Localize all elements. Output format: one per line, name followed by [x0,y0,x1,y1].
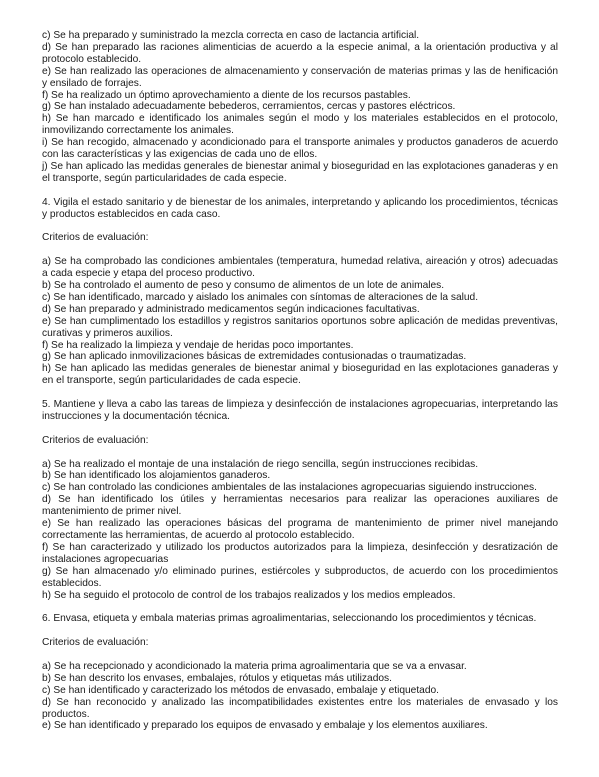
spacer [42,244,558,256]
spacer [42,601,558,613]
list-item: f) Se ha realizado la limpieza y vendaje de heridas poco importantes. [42,339,354,351]
list-item: e) Se han realizado las operaciones de almacenamiento y conservación de materias primas y las de henificación y ensilado de forrajes. [42,65,558,89]
spacer [42,447,558,459]
list-item: c) Se han identificado, marcado y aislado los animales con síntomas de alteraciones de la salud. [42,291,479,303]
criteria-list [42,459,558,602]
spacer [42,649,558,661]
spacer [42,387,558,399]
intro-criteria-list [42,30,558,185]
criteria-list [42,256,558,387]
list-item: e) Se han identificado y preparado los equipos de envasado y embalaje y los elementos auxiliares. [42,720,488,732]
criteria-label: Criterios de evaluación: [42,434,149,446]
list-item: a) Se ha comprobado las condiciones ambientales (temperatura, humedad relativa, aireación y otros) adecuadas a cada especie y etapa del proceso productivo. [42,256,558,280]
list-item: d) Se han reconocido y analizado las incompatibilidades existentes entre los materiales de envasado y los productos. [42,696,558,720]
list-item: i) Se han recogido, almacenado y acondicionado para el transporte animales y productos ganaderos de acuerdo con las características y las exigencias de cada uno de ellos. [42,137,558,161]
list-item: b) Se han descrito los envases, embalajes, rótulos y etiquetas más utilizados. [42,672,392,684]
spacer [42,220,558,232]
spacer [42,185,558,197]
section-heading: 5. Mantiene y lleva a cabo las tareas de limpieza y desinfección de instalaciones agropecuarias, interpretando las instrucciones y la documentación técnica. [42,399,558,422]
list-item: b) Se han identificado los alojamientos ganaderos. [42,470,271,482]
list-item: h) Se han marcado e identificado los animales según el modo y los materiales establecidos en el protocolo, inmovilizando correctamente los animales. [42,113,558,137]
list-item: a) Se ha realizado el montaje de una instalación de riego sencilla, según instrucciones recibidas. [42,458,479,470]
spacer [42,423,558,435]
list-item: j) Se han aplicado las medidas generales de bienestar animal y bioseguridad en las explotaciones ganaderas y en el transporte, según particularidades de cada especie. [42,160,558,184]
list-item: a) Se ha recepcionado y acondicionado la materia prima agroalimentaria que se va a envasar. [42,660,467,672]
list-item: g) Se han aplicado inmovilizaciones básicas de extremidades contusionadas o traumatizadas. [42,351,467,363]
list-item: g) Se han almacenado y/o eliminado purines, estiércoles y subproductos, de acuerdo con los procedimientos establecidos. [42,565,558,589]
criteria-label: Criterios de evaluación: [42,637,149,649]
section-heading: 6. Envasa, etiqueta y embala materias primas agroalimentarias, seleccionando los procedimientos y técnicas. [42,613,537,625]
section-4 [42,197,558,387]
list-item: c) Se han identificado y caracterizado los métodos de envasado, embalaje y etiquetado. [42,684,439,696]
list-item: d) Se han preparado y administrado medicamentos según indicaciones facultativas. [42,303,420,315]
list-item: d) Se han identificado los útiles y herramientas necesarios para realizar las operaciones auxiliares de mantenimiento de primer nivel. [42,494,558,518]
list-item: h) Se ha seguido el protocolo de control de los trabajos realizados y los medios empleados. [42,589,456,601]
criteria-label: Criterios de evaluación: [42,232,149,244]
section-6 [42,613,558,732]
list-item: h) Se han aplicado las medidas generales de bienestar animal y bioseguridad en las explotaciones ganaderas y en el transporte, según particularidades de cada especie. [42,363,558,387]
list-item: f) Se ha realizado un óptimo aprovechamiento a diente de los recursos pastables. [42,89,411,101]
section-5 [42,399,558,601]
spacer [42,625,558,637]
list-item: e) Se han cumplimentado los estadillos y registros sanitarios oportunos sobre aplicación de medidas preventivas, curativas y primeros auxilios. [42,315,558,339]
list-item: d) Se han preparado las raciones alimenticias de acuerdo a la especie animal, a la orientación productiva y al protocolo establecido. [42,41,558,65]
list-item: b) Se ha controlado el aumento de peso y consumo de alimentos de un lote de animales. [42,279,445,291]
list-item: c) Se han controlado las condiciones ambientales de las instalaciones agropecuarias siguiendo instrucciones. [42,482,537,494]
section-heading: 4. Vigila el estado sanitario y de bienestar de los animales, interpretando y aplicando los procedimientos, técnicas y productos establecidos en cada caso. [42,196,558,220]
list-item: g) Se han instalado adecuadamente bebederos, cerramientos, cercas y pastores eléctricos. [42,101,456,113]
criteria-list [42,661,558,732]
list-item: f) Se han caracterizado y utilizado los productos autorizados para la limpieza, desinfección y desratización de instalaciones agropecuarias [42,541,558,565]
list-item: e) Se han realizado las operaciones básicas del programa de mantenimiento de primer nivel manejando correctamente las herramientas, de acuerdo al protocolo establecido. [42,518,558,541]
document-page [42,30,558,732]
list-item: c) Se ha preparado y suministrado la mezcla correcta en caso de lactancia artificial. [42,30,420,41]
